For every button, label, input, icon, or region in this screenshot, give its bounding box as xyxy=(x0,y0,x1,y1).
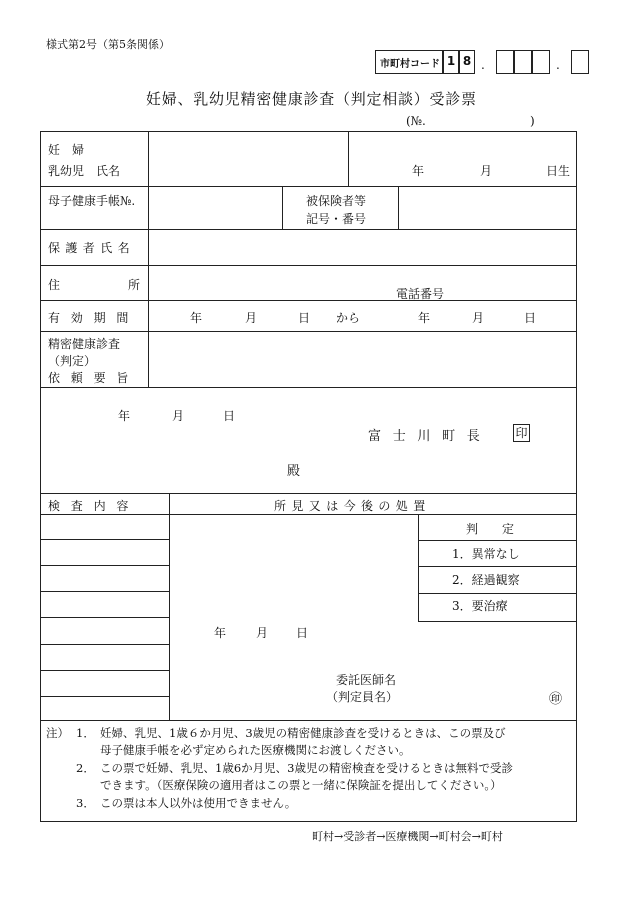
routing-footer: 町村→受診者→医療機関→町村会→町村 xyxy=(312,830,503,843)
birth-month-label: 月 xyxy=(480,164,493,178)
request-label-2: （判定） xyxy=(48,354,97,368)
validity-end-year: 年 xyxy=(418,311,431,325)
note-2-num: 2． xyxy=(76,761,95,775)
exam-month: 月 xyxy=(256,626,269,640)
insured-number-field[interactable] xyxy=(400,188,575,228)
note-1-line1: 妊婦、乳児、1歳６か月児、3歳児の精密健康診査を受けるときは、この票及び xyxy=(100,726,506,740)
judgment-option-observe[interactable]: 2．経過観察 xyxy=(452,573,520,587)
code-cell-4[interactable] xyxy=(514,50,532,74)
doctor-label-1: 委託医師名 xyxy=(336,673,397,687)
validity-end-month: 月 xyxy=(472,311,485,325)
note-1-num: 1． xyxy=(76,726,95,740)
notes-prefix: 注） xyxy=(46,726,69,740)
request-label-1: 精密健康診査 xyxy=(48,337,121,351)
validity-start-day: 日 xyxy=(298,311,311,325)
request-label-3: 依頼要旨 xyxy=(48,371,140,385)
code-dot-1: . xyxy=(481,58,485,72)
code-dot-2: . xyxy=(556,58,560,72)
municipal-code-label: 市町村コード xyxy=(380,59,440,70)
birth-day-label: 日生 xyxy=(546,164,571,178)
handbook-label: 母子健康手帳№. xyxy=(48,194,136,208)
issue-month: 月 xyxy=(172,409,185,423)
pregnant-label: 妊 婦 xyxy=(48,143,85,157)
doctor-label-2: （判定員名） xyxy=(326,690,399,704)
code-digit-1: 1 xyxy=(443,50,459,74)
insured-label-2: 記号・番号 xyxy=(306,212,367,226)
exam-content-header: 検査内容 xyxy=(48,499,140,513)
exam-year: 年 xyxy=(214,626,227,640)
address-label-1: 住 xyxy=(48,278,61,292)
address-field[interactable] xyxy=(150,267,575,299)
mayor-title: 富士川町長 xyxy=(368,429,492,444)
mayor-seal: 印 xyxy=(513,424,530,442)
insured-label-1: 被保険者等 xyxy=(306,194,367,208)
guardian-name-field[interactable] xyxy=(150,231,575,264)
judgment-header: 判 定 xyxy=(466,522,515,536)
note-3-num: 3． xyxy=(76,796,95,810)
number-label: (№. xyxy=(406,114,426,128)
infant-name-label: 乳幼児 氏名 xyxy=(48,164,121,178)
number-close: ) xyxy=(530,114,535,128)
code-cell-3[interactable] xyxy=(496,50,514,74)
note-2-line2: できます。（医療保険の適用者はこの票と一緒に保険証を提出してください。） xyxy=(100,778,502,792)
judgment-option-normal[interactable]: 1．異常なし xyxy=(452,547,520,561)
judgment-option-treat[interactable]: 3．要治療 xyxy=(452,599,508,613)
validity-start-year: 年 xyxy=(190,311,203,325)
honorific: 殿 xyxy=(287,464,301,479)
code-cell-6[interactable] xyxy=(571,50,589,74)
page-title: 妊婦、乳幼児精密健康診査（判定相談）受診票 xyxy=(146,90,477,108)
name-field[interactable] xyxy=(150,133,346,185)
findings-header: 所見又は今後の処置 xyxy=(274,499,431,513)
guardian-label: 保護者氏名 xyxy=(48,241,136,255)
exam-day: 日 xyxy=(296,626,309,640)
issue-day: 日 xyxy=(223,409,236,423)
issue-year: 年 xyxy=(118,409,131,423)
handbook-number-field[interactable] xyxy=(150,188,280,228)
note-3-line1: この票は本人以外は使用できません。 xyxy=(100,796,297,810)
validity-start-month: 月 xyxy=(245,311,258,325)
address-label-2: 所 xyxy=(128,278,141,292)
request-field[interactable] xyxy=(150,333,575,386)
validity-from: から xyxy=(336,311,361,325)
municipal-code-label-box xyxy=(375,50,443,74)
doctor-seal: ㊞ xyxy=(549,692,563,707)
phone-label: 電話番号 xyxy=(396,287,445,301)
validity-end-day: 日 xyxy=(524,311,537,325)
note-2-line1: この票で妊婦、乳児、1歳6か月児、3歳児の精密検査を受けるときは無料で受診 xyxy=(100,761,513,775)
note-1-line2: 母子健康手帳を必ず定められた医療機関にお渡しください。 xyxy=(100,743,411,757)
birth-year-label: 年 xyxy=(412,164,425,178)
validity-label: 有効期間 xyxy=(48,311,140,325)
code-cell-5[interactable] xyxy=(532,50,550,74)
form-number: 様式第2号（第5条関係） xyxy=(46,38,170,51)
code-digit-2: 8 xyxy=(459,50,475,74)
